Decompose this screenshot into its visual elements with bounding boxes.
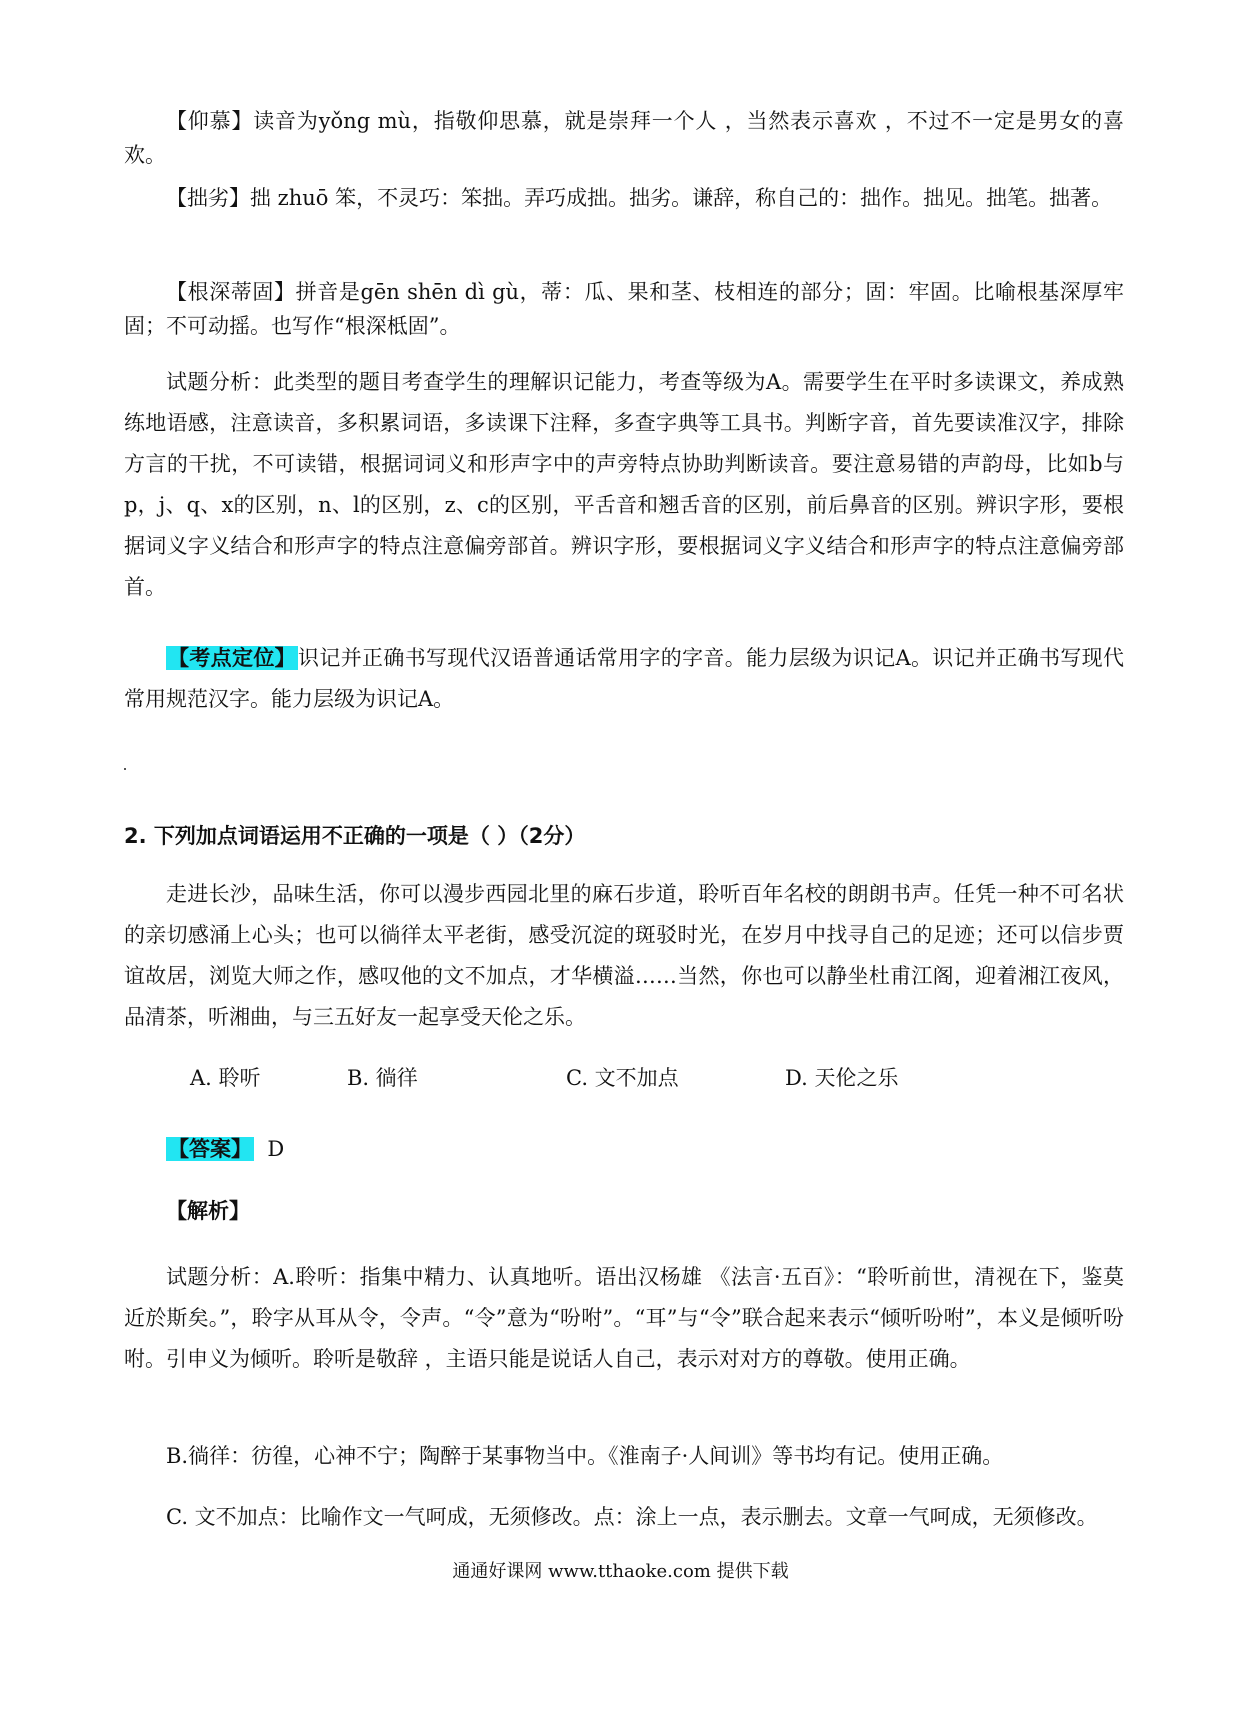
kaodian-text: 识记并正确书写现代汉语普通话常用字的字音。能力层级为识记A。识记并正确书写现代常用规范汉字。能力层级为识记A。 [124, 646, 1124, 711]
analysis-a: 试题分析：A.聆听：指集中精力、认真地听。语出汉杨雄 《法言·五百》：“聆听前世，清视在下，鉴莫近於斯矣。”，聆字从耳从令，令声。“令”意为“吩咐”。“耳”与“令”联合起来表示“倾听吩咐”，本义是倾听吩咐。引申义为倾听。聆听是敬辞 ，主语只能是说话人自己，表示对对方的尊敬。使用正确。 [124, 1265, 1124, 1371]
kaodian-paragraph [124, 638, 1124, 720]
answer-line [166, 1132, 284, 1166]
jiexi-label: 【解析】 [166, 1199, 250, 1223]
analysis-c: C. 文不加点：比喻作文一气呵成，无须修改。点：涂上一点，表示删去。文章一气呵成，无须修改。 [166, 1505, 1098, 1529]
answer-tag: 【答案】 [168, 1137, 252, 1161]
question-2-title: 2. 下列加点词语运用不正确的一项是（ ）（2分） [124, 824, 586, 848]
analysis-paragraph-1: 试题分析：此类型的题目考查学生的理解识记能力，考查等级为A。需要学生在平时多读课文，养成熟练地语感，注意读音，多积累词语，多读课下注释，多查字典等工具书。判断字音，首先要读准汉字，排除方言的干扰，不可读错，根据词词义和形声字中的声旁特点协助判断读音。要注意易错的声韵母，比如b与p，j、q、x的区别，n、l的区别，z、c的区别，平舌音和翘舌音的区别，前后鼻音的区别。辨识字形，要根据词义字义结合和形声字的特点注意偏旁部首。辨识字形，要根据词义字义结合和形声字的特点注意偏旁部首。 [124, 370, 1124, 599]
paragraph-yangmu: 【仰慕】读音为yǒng mù，指敬仰思慕，就是崇拜一个人 ，当然表示喜欢 ，不过不一定是男女的喜欢。 [124, 109, 1124, 167]
paragraph-genshen: 【根深蒂固】拼音是gēn shēn dì gù，蒂：瓜、果和茎、枝相连的部分；固：牢固。比喻根基深厚牢固；不可动摇。也写作“根深柢固”。 [124, 280, 1124, 338]
answer-value: D [254, 1137, 285, 1161]
kaodian-tag: 【考点定位】 [168, 646, 297, 670]
footer-download-note: 通通好课网 www.tthaoke.com 提供下载 [452, 1561, 789, 1582]
options-row [190, 1060, 1090, 1096]
option-d: D. 天伦之乐 [785, 1066, 899, 1090]
stray-dot [124, 768, 126, 770]
option-b: B. 徜徉 [347, 1066, 418, 1090]
option-c: C. 文不加点 [566, 1066, 679, 1090]
option-a: A. 聆听 [190, 1066, 261, 1090]
question-2-passage: 走进长沙，品味生活，你可以漫步西园北里的麻石步道，聆听百年名校的朗朗书声。任凭一种不可名状的亲切感涌上心头；也可以徜徉太平老街，感受沉淀的斑驳时光，在岁月中找寻自己的足迹；还可以信步贾谊故居，浏览大师之作，感叹他的文不加点，才华横溢……当然，你也可以静坐杜甫江阁，迎着湘江夜风，品清茶，听湘曲，与三五好友一起享受天伦之乐。 [124, 882, 1124, 1029]
paragraph-zhuolie: 【拙劣】拙 zhuō 笨，不灵巧：笨拙。弄巧成拙。拙劣。谦辞，称自己的：拙作。拙见。拙笔。拙著。 [166, 186, 1113, 210]
analysis-b: B.徜徉：彷徨，心神不宁；陶醉于某事物当中。《淮南子·人间训》等书均有记。使用正确。 [166, 1444, 1004, 1468]
